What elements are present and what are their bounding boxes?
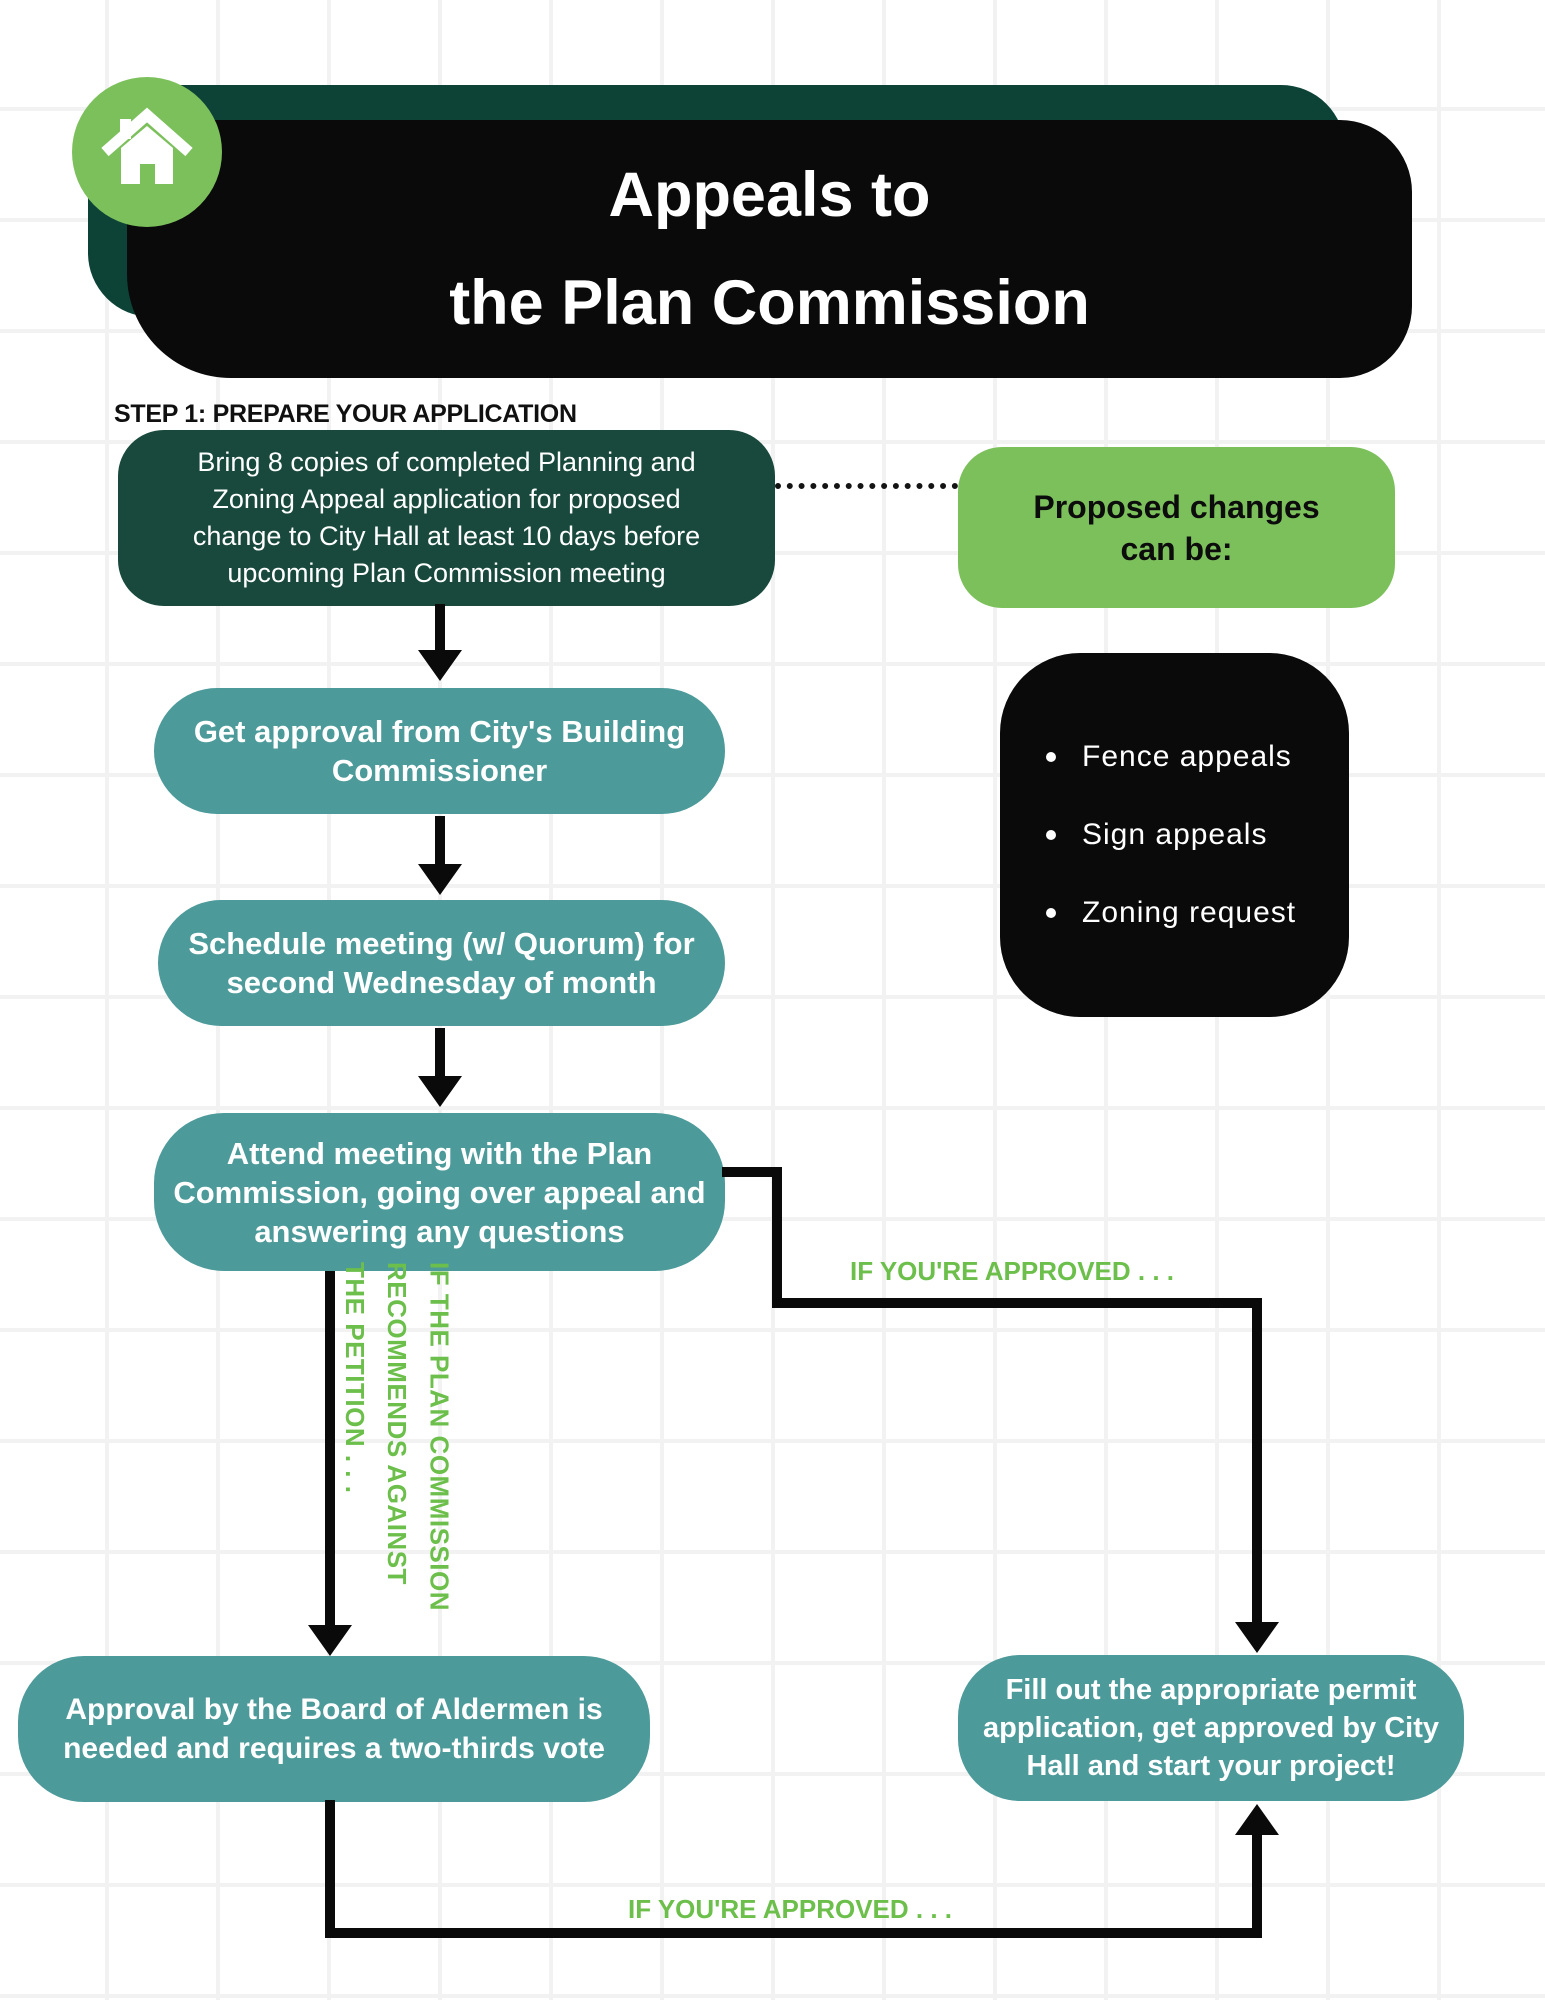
permit-line: Fill out the appropriate permit [1005, 1674, 1417, 1706]
home-badge [72, 77, 222, 227]
against-line: IF THE PLAN COMMISSION [424, 1262, 455, 1611]
list-item [1046, 896, 1349, 930]
arrow-up-icon [1235, 1804, 1279, 1835]
board-line: needed and requires a two-thirds vote [63, 1732, 605, 1765]
list-item-label: Fence appeals [1082, 740, 1292, 773]
elbow-segment [325, 1928, 1262, 1938]
schedule-meeting-box [158, 900, 725, 1026]
arrow-line [435, 816, 445, 868]
board-of-aldermen-box [18, 1656, 650, 1802]
arrow-down-icon [418, 864, 462, 895]
arrow-line [435, 1028, 445, 1080]
board-line: Approval by the Board of Aldermen is [65, 1693, 603, 1726]
approved-label-bottom: IF YOU'RE APPROVED . . . [627, 1894, 953, 1924]
changes-list-box [1000, 653, 1349, 1017]
list-item-label: Zoning request [1082, 896, 1297, 929]
bullet-icon [1046, 752, 1056, 762]
approved-label-top: IF YOU'RE APPROVED . . . [849, 1256, 1175, 1286]
list-item [1046, 740, 1349, 774]
elbow-segment [772, 1298, 1262, 1308]
prepare-application-box [118, 430, 775, 606]
step1-label: STEP 1: PREPARE YOUR APPLICATION [114, 400, 577, 428]
attend-meeting-box [154, 1113, 725, 1271]
proposed-line: Proposed changes [1033, 488, 1320, 525]
permit-line: Hall and start your project! [1026, 1750, 1396, 1782]
list-item [1046, 818, 1349, 852]
page-title-line2: the Plan Commission [449, 268, 1090, 338]
building-commissioner-box [154, 688, 725, 814]
against-line: THE PETITION . . . [340, 1262, 371, 1494]
arrow-down-icon [418, 650, 462, 681]
approval-line: Commissioner [331, 753, 548, 788]
home-icon [97, 100, 197, 205]
attend-line: Commission, going over appeal and [173, 1174, 706, 1210]
prepare-line: upcoming Plan Commission meeting [227, 558, 666, 588]
against-petition-label [334, 1262, 460, 1642]
against-line: RECOMMENDS AGAINST [382, 1262, 413, 1585]
elbow-segment [1252, 1298, 1262, 1628]
schedule-line: Schedule meeting (w/ Quorum) for [188, 926, 695, 961]
attend-line: Attend meeting with the Plan [226, 1135, 653, 1171]
arrow-down-icon [418, 1076, 462, 1107]
bullet-icon [1046, 908, 1056, 918]
schedule-line: second Wednesday of month [226, 965, 657, 1000]
elbow-segment [1252, 1832, 1262, 1932]
permit-line: application, get approved by City [982, 1712, 1439, 1744]
approval-line: Get approval from City's Building [193, 714, 686, 749]
arrow-down-icon [1235, 1622, 1279, 1653]
header-title-box [127, 120, 1412, 378]
attend-line: answering any questions [254, 1213, 625, 1249]
dotted-connector [775, 483, 958, 489]
prepare-line: Bring 8 copies of completed Planning and [197, 447, 696, 477]
proposed-line: can be: [1120, 530, 1233, 567]
proposed-changes-box [958, 447, 1395, 608]
arrow-line [435, 604, 445, 654]
list-item-label: Sign appeals [1082, 818, 1268, 851]
permit-application-box [958, 1655, 1464, 1801]
elbow-segment [325, 1800, 335, 1938]
prepare-line: change to City Hall at least 10 days before [192, 521, 701, 551]
page-title-line1: Appeals to [608, 160, 931, 230]
bullet-icon [1046, 830, 1056, 840]
prepare-line: Zoning Appeal application for proposed [212, 484, 681, 514]
